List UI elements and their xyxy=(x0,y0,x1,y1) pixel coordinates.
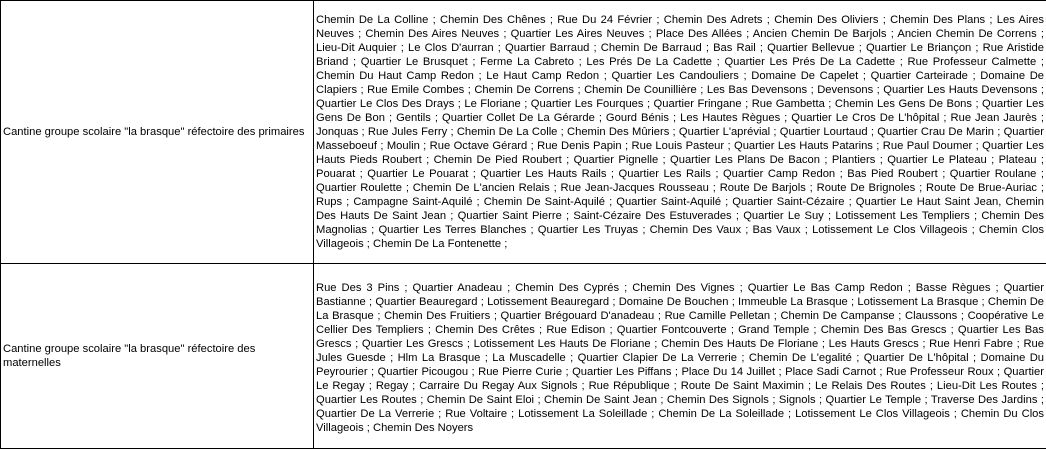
table-row xyxy=(1,1,1046,264)
table-row xyxy=(1,264,1046,449)
street-list-cell: Chemin De La Colline ; Chemin Des Chênes ; Rue Du 24 Février ; Chemin Des Adrets ; Chemin Des Oliviers ; Chemin Des Plans ; Les Aires Neuves ; Chemin Des Aires Neuves ; Quartier Les Aires Neuves ; Place Des Allées ; Ancien Chemin De Barjols ; Ancien Chemin De Correns ; Lieu-Dit Auquier ; Le Clos D'aurran ; Quartier Barraud ; Chemin De Barraud ; Bas Rail ; Quartier Bellevue ; Quartier Le Briançon ; Rue Aristide Briand ; Quartier Le Brusquet ; Ferme La Cabreto ; Les Prés De La Cadette ; Quartier Les Prés De La Cadette ; Rue Professeur Calmette ; Chemin Du Haut Camp Redon ; Le Haut Camp Redon ; Quartier Les Candouliers ; Domaine De Capelet ; Quartier Carteiradе ; Domaine De Clapiers ; Rue Emile Combes ; Chemin De Correns ; Chemin De Counillière ; Les Bas Devensons ; Devensons ; Quartier Les Hauts Devensons ; Quartier Le Clos Des Drays ; Le Floriane ; Quartier Les Fourques ; Quartier Fringane ; Rue Gambetta ; Chemin Les Gens De Bons ; Quartier Les Gens De Bon ; Gentils ; Quartier Collet De La Gérarde ; Gourd Bénis ; Les Hautes Règues ; Quartier Le Cros De L'hôpital ; Rue Jean Jaurès ; Jonquas ; Rue Jules Ferry ; Chemin De La Colle ; Chemin Des Mûriers ; Quartier L'aprévial ; Quartier Lourtaud ; Quartier Crau De Marin ; Quartier Masseboeuf ; Moulin ; Rue Octave Gérard ; Rue Denis Papin ; Rue Louis Pasteur ; Quartier Les Hauts Patarins ; Rue Paul Doumer ; Quartier Les Hauts Pieds Roubert ; Chemin De Pied Roubert ; Quartier Pignelle ; Quartier Les Plans De Bacon ; Plantiers ; Quartier Le Plateau ; Plateau ; Pouarat ; Quartier Le Pouarat ; Quartier Les Hauts Rails ; Quartier Les Rails ; Quartier Camp Redon ; Bas Pied Roubert ; Quartier Roulane ; Quartier Roulette ; Chemin De L'ancien Relais ; Rue Jean-Jacques Rousseau ; Route De Barjols ; Route De Brignoles ; Route De Brue-Auriac ; Rups ; Campagne Saint-Aquilé ; Chemin De Saint-Aquilé ; Quartier Saint-Aquilé ; Quartier Saint-Cézaire ; Quartier Le Haut Saint Jean, Chemin Des Hauts De Saint Jean ; Quartier Saint Pierre ; Saint-Cézaire Des Estuverades ; Quartier Le Suy ; Lotissement Les Templiers ; Chemin Des Magnolias ; Quartier Les Terres Blanches ; Quartier Les Truyas ; Chemin Des Vaux ; Bas Vaux ; Lotissement Le Clos Villageois ; Chemin Clos Villageois ; Chemin De La Fontenette ; xyxy=(314,1,1046,264)
cantine-name-cell: Cantine groupe scolaire "la brasque" réfectoire des maternelles xyxy=(1,264,314,449)
cantine-name-cell: Cantine groupe scolaire "la brasque" réfectoire des primaires xyxy=(1,1,314,264)
street-list-cell: Rue Des 3 Pins ; Quartier Anadeau ; Chemin Des Cyprés ; Chemin Des Vignes ; Quartier Le Bas Camp Redon ; Basse Règues ; Quartier Bastianne ; Quartier Beauregard ; Lotissement Beauregard ; Domaine De Bouchen ; Immeuble La Brasque ; Lotissement La Brasque ; Chemin De La Brasque ; Chemin Des Fruitiers ; Quartier Brégouard D'anadeau ; Rue Camille Pelletan ; Chemin De Campanse ; Claussons ; Coopérative Le Cellier Des Templiers ; Chemin Des Crêtes ; Rue Edison ; Quartier Fontcouverte ; Grand Temple ; Chemin Des Bas Grescs ; Quartier Les Bas Grescs ; Quartier Les Grescs ; Lotissement Les Hauts De Floriane ; Chemin Des Hauts De Floriane ; Les Hauts Grescs ; Rue Henri Fabre ; Rue Jules Guesde ; Hlm La Brasque ; La Muscadelle ; Quartier Clapier De La Verrerie ; Chemin De L'egalité ; Quartier De L'hôpital ; Domaine Du Peyrourier ; Quartier Picougou ; Rue Pierre Curie ; Quartier Les Piffans ; Place Du 14 Juillet ; Place Sadi Carnot ; Rue Professeur Roux ; Quartier Le Regay ; Regay ; Carraire Du Regay Aux Signols ; Rue République ; Route De Saint Maximin ; Le Relais Des Routes ; Lieu-Dit Les Routes ; Quartier Les Routes ; Chemin De Saint Eloi ; Chemin De Saint Jean ; Chemin Des Signols ; Signols ; Quartier Le Temple ; Traverse Des Jardins ; Quartier De La Verrerie ; Rue Voltaire ; Lotissement La Soleillade ; Chemin De La Soleillade ; Lotissement Le Clos Villageois ; Chemin Du Clos Villageois ; Chemin Des Noyers xyxy=(314,264,1046,449)
